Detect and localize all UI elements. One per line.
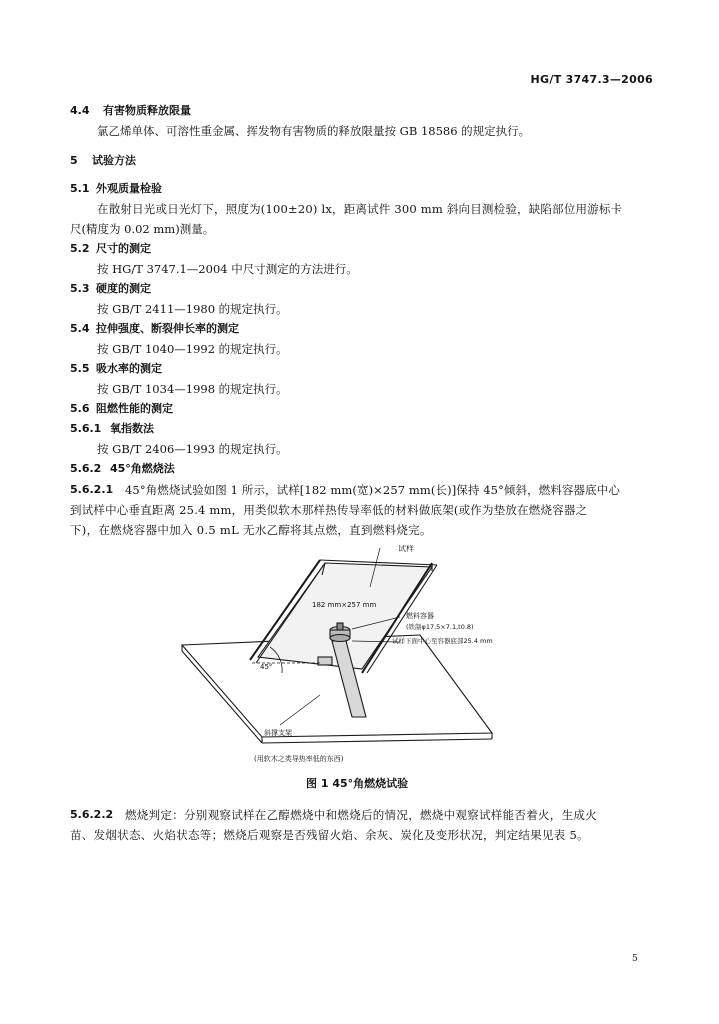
section-5-2-body: 按 HG/T 3747.1—2004 中尺寸测定的方法进行。 [97, 262, 358, 276]
label-specimen-size: 182 mm×257 mm [312, 601, 377, 609]
label-specimen: 试样 [398, 545, 414, 553]
section-4-4-number: 4.4 [70, 104, 90, 117]
section-5-2-number: 5.2 [70, 242, 90, 255]
label-distance: 试样下面中心至容器底部25.4 mm [392, 637, 493, 645]
figure-caption: 图 1 45°角燃烧试验 [306, 777, 409, 790]
section-5-6-title: 阻燃性能的测定 [96, 402, 173, 415]
section-5-5-number: 5.5 [70, 362, 90, 375]
section-5-6-1-body: 按 GB/T 2406—1993 的规定执行。 [97, 442, 288, 456]
section-5-6-2-1-line2: 到试样中心垂直距离 25.4 mm，用类似软木那样热传导率低的材料做底架(或作为垫放在燃烧容器之 [70, 503, 588, 517]
section-5-4-title: 拉伸强度、断裂伸长率的测定 [96, 322, 239, 335]
section-5-6-2-2-number: 5.6.2.2 [70, 808, 114, 821]
section-4-4-title: 有害物质释放限量 [103, 104, 191, 117]
section-5-6-2-2-line1: 燃烧判定：分别观察试样在乙醇燃烧中和燃烧后的情况，燃烧中观察试样能否着火，生成火 [125, 808, 597, 822]
label-stand-note: (用软木之类导热率低的东西) [254, 755, 344, 763]
section-5-4-number: 5.4 [70, 322, 90, 335]
section-5-5-body: 按 GB/T 1034—1998 的规定执行。 [97, 382, 288, 396]
section-5-6-2-1-line3: 下)，在燃烧容器中加入 0.5 mL 无水乙醇将其点燃，直到燃料烧完。 [70, 523, 432, 537]
section-5-6-number: 5.6 [70, 402, 90, 415]
label-angle: 45° [260, 663, 273, 671]
section-4-4-body: 氯乙烯单体、可溶性重金属、挥发物有害物质的释放限量按 GB 18586 的规定执行。 [97, 124, 531, 138]
section-5-4-body: 按 GB/T 1040—1992 的规定执行。 [97, 342, 288, 356]
label-fuel-container: 燃料容器 [406, 612, 434, 620]
section-5-1-title: 外观质量检验 [96, 182, 162, 195]
section-5-title: 试验方法 [92, 154, 136, 167]
section-5-5-title: 吸水率的测定 [96, 362, 162, 375]
section-5-6-2-title: 45°角燃烧法 [110, 462, 175, 475]
section-5-1-body-line2: 尺(精度为 0.02 mm)测量。 [70, 222, 215, 236]
section-5-6-1-title: 氧指数法 [110, 422, 154, 435]
label-container-spec: (铁制φ17.5×7.1,t0.8) [406, 623, 474, 631]
section-5-6-2-number: 5.6.2 [70, 462, 102, 475]
section-5-1-number: 5.1 [70, 182, 90, 195]
figure-45-degree-burning-test [170, 545, 570, 770]
section-5-3-body: 按 GB/T 2411—1980 的规定执行。 [97, 302, 288, 316]
document-id-header: HG/T 3747.3—2006 [530, 73, 653, 86]
section-5-6-2-2-line2: 苗、发烟状态、火焰状态等；燃烧后观察是否残留火焰、余灰、炭化及变形状况，判定结果见表 5。 [70, 828, 589, 842]
section-5-6-1-number: 5.6.1 [70, 422, 102, 435]
label-stand: 斜撑支架 [264, 729, 292, 737]
section-5-6-2-1-line1: 45°角燃烧试验如图 1 所示，试样[182 mm(宽)×257 mm(长)]保持 45°倾斜，燃料容器底中心 [125, 483, 620, 497]
page-number: 5 [632, 954, 638, 964]
section-5-3-number: 5.3 [70, 282, 90, 295]
section-5-number: 5 [70, 154, 78, 167]
section-5-2-title: 尺寸的测定 [96, 242, 151, 255]
section-5-3-title: 硬度的测定 [96, 282, 151, 295]
section-5-6-2-1-number: 5.6.2.1 [70, 483, 114, 496]
section-5-1-body-line1: 在散射日光或日光灯下，照度为(100±20) lx，距离试件 300 mm 斜向目测检验，缺陷部位用游标卡 [97, 202, 623, 216]
